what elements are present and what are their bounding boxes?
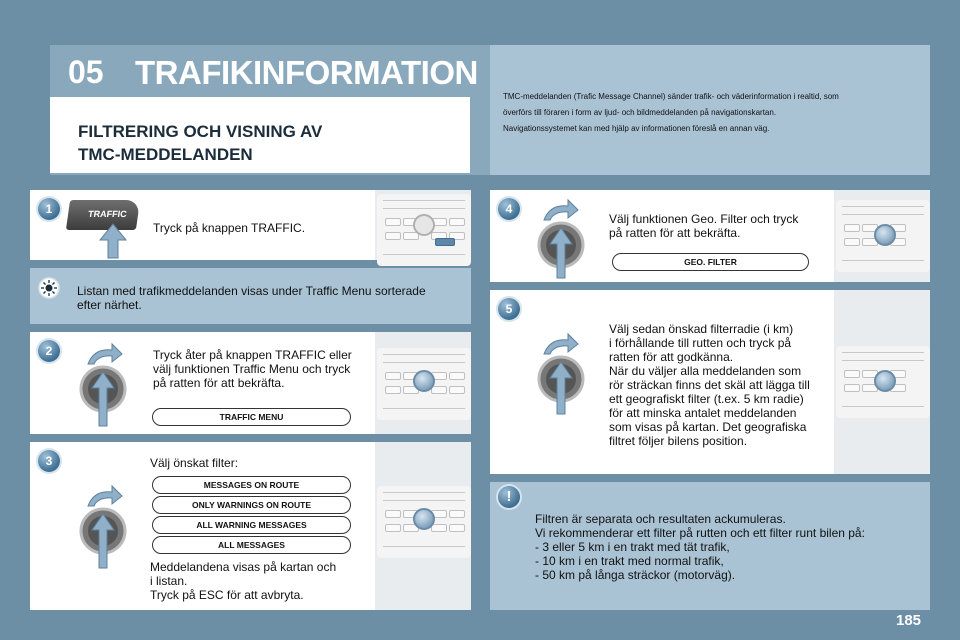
step5-line: När du väljer alla meddelanden som	[609, 364, 802, 378]
intro-text	[503, 89, 839, 137]
step3-line: Tryck på ESC för att avbryta.	[150, 588, 304, 602]
step5-line: filtret följer bilens position.	[609, 434, 748, 448]
control-knob-icon	[536, 220, 586, 280]
traffic-key-label: TRAFFIC	[87, 209, 128, 219]
step2-line: på ratten för att bekräfta.	[153, 376, 285, 390]
traffic-menu-pill: TRAFFIC MENU	[152, 408, 351, 426]
chapter-number: 05	[68, 54, 104, 90]
section-title	[78, 120, 322, 166]
step5-badge: 5	[498, 298, 520, 320]
geo-filter-pill: GEO. FILTER	[612, 253, 809, 271]
warning-text	[535, 512, 865, 582]
lightbulb-icon	[38, 277, 60, 299]
warning-icon	[498, 486, 520, 508]
rotate-arrow-icon	[540, 198, 580, 222]
intro-line: TMC-meddelanden (Trafic Message Channel) sänder trafik- och väderinformation i realtid, som	[503, 92, 839, 101]
step5-line: som visas på kartan. Det geografiska	[609, 420, 807, 434]
step1-text: Tryck på knappen TRAFFIC.	[153, 221, 306, 235]
control-knob-icon	[78, 506, 128, 572]
step5-line: ratten för att godkänna.	[609, 350, 734, 364]
filter-pill-all-messages: ALL MESSAGES	[152, 536, 351, 554]
radio-panel-image	[377, 486, 471, 558]
step5-text	[609, 322, 810, 448]
intro-line: överförs till föraren i form av ljud- och bildmeddelanden på navigationskartan.	[503, 108, 777, 117]
rotate-arrow-icon	[84, 484, 124, 508]
step5-line: rör sträckan finns det skäl att lägga till	[609, 378, 810, 392]
radio-panel-image	[836, 200, 930, 272]
control-knob-icon	[536, 354, 586, 416]
tip-line: efter närhet.	[77, 298, 142, 312]
radio-panel-image	[377, 348, 471, 420]
tip-text	[77, 284, 426, 312]
step2-badge: 2	[38, 340, 60, 362]
filter-pill-only-warnings: ONLY WARNINGS ON ROUTE	[152, 496, 351, 514]
warning-list-item: - 50 km på långa sträckor (motorväg).	[535, 568, 736, 582]
section-title-line2: TMC-MEDDELANDEN	[78, 145, 253, 164]
step4-line: på ratten för att bekräfta.	[609, 226, 741, 240]
step3-line: Meddelandena visas på kartan och	[150, 560, 337, 574]
step5-line: i förhållande till rutten och tryck på	[609, 336, 792, 350]
step2-text	[153, 348, 352, 390]
radio-panel-image	[377, 194, 471, 266]
tip-line: Listan med trafikmeddelanden visas under Traffic Menu sorterade	[77, 284, 426, 298]
step5-line: för att minska antalet meddelanden	[609, 406, 797, 420]
step1-badge: 1	[38, 198, 60, 220]
warning-line: Filtren är separata och resultaten ackumuleras.	[535, 512, 786, 526]
section-title-line1: FILTRERING OCH VISNING AV	[78, 122, 323, 141]
page-number: 185	[896, 612, 922, 629]
warning-list-item: - 10 km i en trakt med normal trafik,	[535, 554, 724, 568]
step3-line: i listan.	[150, 574, 188, 588]
step2-line: Tryck åter på knappen TRAFFIC eller	[153, 348, 352, 362]
radio-panel-image	[836, 346, 930, 418]
step4-badge: 4	[498, 198, 520, 220]
step3-after-text	[150, 560, 336, 602]
step5-line: ett geografiskt filter (t.ex. 5 km radie)	[609, 392, 804, 406]
step3-badge: 3	[38, 450, 60, 472]
warning-line: Vi rekommenderar ett filter på rutten och ett filter runt bilen på:	[535, 526, 865, 540]
step5-line: Välj sedan önskad filterradie (i km)	[609, 322, 794, 336]
rotate-arrow-icon	[84, 342, 124, 366]
step4-line: Välj funktionen Geo. Filter och tryck	[609, 212, 799, 226]
intro-line: Navigationssystemet kan med hjälp av informationen föreslå en annan väg.	[503, 124, 770, 133]
step3-heading: Välj önskat filter:	[150, 456, 239, 470]
step2-line: välj funktionen Traffic Menu och tryck	[153, 362, 351, 376]
filter-pill-messages-on-route: MESSAGES ON ROUTE	[152, 476, 351, 494]
control-knob-icon	[78, 364, 128, 430]
chapter-title: TRAFIKINFORMATION	[135, 54, 478, 91]
step4-text	[609, 212, 798, 240]
warning-list-item: - 3 eller 5 km i en trakt med tät trafik,	[535, 540, 730, 554]
up-arrow-icon	[98, 222, 128, 260]
rotate-arrow-icon	[540, 332, 580, 356]
warning-symbol: !	[506, 488, 512, 505]
filter-pill-all-warnings: ALL WARNING MESSAGES	[152, 516, 351, 534]
